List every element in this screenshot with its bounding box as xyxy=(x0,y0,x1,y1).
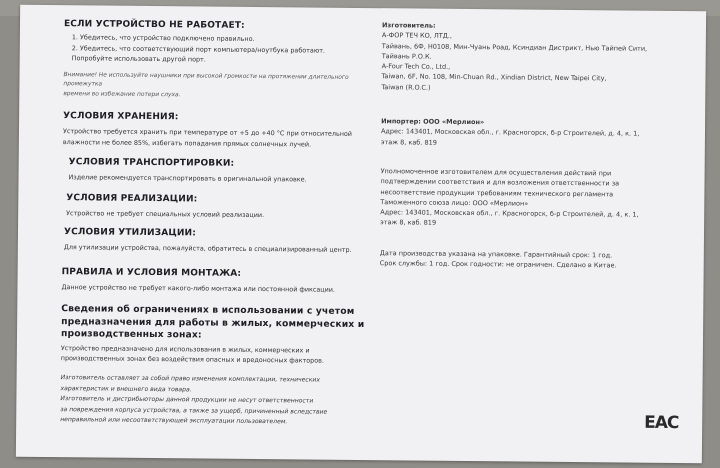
text-line: Тайвань Р.О.К. xyxy=(381,52,432,61)
text-line: Изделие рекомендуется транспортировать в оригинальной упаковке. xyxy=(68,173,307,184)
section-disclaimer xyxy=(60,373,327,428)
text-line: Дата производства указана на упаковке. Гарантийный срок: 1 год. xyxy=(379,249,613,260)
section-title: ЕСЛИ УСТРОЙСТВО НЕ РАБОТАЕТ: xyxy=(63,19,245,31)
section-title: УСЛОВИЯ ХРАНЕНИЯ: xyxy=(63,111,179,123)
text-line: Таможенного союза лицо: ООО «Мерлион» xyxy=(380,198,529,208)
authorized-rep-block xyxy=(380,166,639,230)
text-line: Срок службы: 1 год. Срок годности: не ограничен. Сделано в Китае. xyxy=(379,259,617,270)
text-line: несоответствие продукции требованиям технического регламента xyxy=(380,187,614,199)
section-not-working xyxy=(63,19,388,102)
eac-logo: EAC xyxy=(644,412,679,434)
section-title: УСЛОВИЯ УТИЛИЗАЦИИ: xyxy=(63,227,197,239)
section-title: производственных зонах: xyxy=(60,328,202,341)
text-line: 2. Убедитесь, что соответствующий порт компьютера/ноутбука работают. xyxy=(71,43,326,55)
text-line: влажности не более 85%, избегать попадания прямых солнечных лучей. xyxy=(62,137,312,149)
text-line: Изготовитель оставляет за собой право изменения комплектации, технических xyxy=(60,374,321,384)
section-storage xyxy=(63,111,352,150)
warning-note: времени во избежание потери слуха. xyxy=(63,90,181,98)
document-sheet xyxy=(16,5,706,464)
text-line: A-Four Tech Co., Ltd., xyxy=(381,62,451,72)
text-line: А-ФОР ТЕЧ КО, ЛТД., xyxy=(381,31,452,41)
section-mounting xyxy=(61,267,335,295)
importer-block xyxy=(381,116,640,149)
text-line: Устройство не требует специальных условий реализации. xyxy=(66,209,265,220)
right-column xyxy=(379,20,694,270)
importer-label: Импортер: ООО «Мерлион» xyxy=(381,117,485,127)
text-line: Данное устройство не требует какого-либо монтажа или постоянной фиксации. xyxy=(61,283,336,294)
section-disposal xyxy=(64,227,352,255)
text-line: Устройство требуется хранить при температуре от +5 до +40 °C при относительной xyxy=(62,127,353,138)
text-line: Taiwan, 6F, No. 108, Min-Chuan Rd., Xindian District, New Taipei City, xyxy=(381,72,607,83)
section-title: предназначения для работы в жилых, коммерческих и xyxy=(61,315,365,330)
section-title: УСЛОВИЯ ТРАНСПОРТИРОВКИ: xyxy=(68,157,235,169)
text-line: подтверждении соответствия и для возложения ответственности за xyxy=(380,177,620,188)
text-line: Изготовитель и дистрибьюторы данной продукции не несут ответственности xyxy=(60,395,314,405)
left-column xyxy=(60,15,388,426)
text-line: неправильной или несоответствующей эксплуатации пользователем. xyxy=(60,416,288,426)
manufacturer-block xyxy=(381,20,647,95)
text-line: производственных зонах без воздействия опасных и вредоносных факторов. xyxy=(60,354,324,365)
text-line: Адрес: 143401, Московская обл., г. Красногорск, б-р Строителей, д. 4, к. 1, xyxy=(380,127,640,138)
section-title: УСЛОВИЯ РЕАЛИЗАЦИИ: xyxy=(66,193,198,205)
text-line: этаж 8, каб. 819 xyxy=(380,218,437,228)
text-line: Устройство предназначено для использования в жилых, коммерческих и xyxy=(60,343,310,355)
text-line: Адрес: 143401, Московская обл., г. Красногорск, б-р Строителей, д. 4, к. 1, xyxy=(380,208,639,219)
warning-note: Внимание! Не используйте наушники при высокой громкости на протяжении длительного промежутка xyxy=(63,71,349,88)
text-line: Taiwan (R.O.C.) xyxy=(381,82,431,92)
section-title: Сведения об ограничениях в использовании с учетом xyxy=(61,303,355,317)
text-line: характеристик и внешнего вида товара. xyxy=(60,384,192,393)
text-line: этаж 8, каб. 819 xyxy=(380,137,437,147)
section-usage-restrictions xyxy=(61,303,365,366)
section-transport xyxy=(68,157,306,185)
section-sale xyxy=(66,193,264,220)
production-info-block xyxy=(380,248,617,271)
text-line: 1. Убедитесь, что устройство подключено правильно. xyxy=(71,33,255,43)
text-line: Для утилизации устройства, пожалуйста, обратитесь в специализированный центр. xyxy=(63,243,352,254)
text-line: Попробуйте использовать другой порт. xyxy=(71,54,206,64)
text-line: за повреждения корпуса устройства, а также за ущерб, причиненный вследствие xyxy=(60,405,328,416)
section-title: ПРАВИЛА И УСЛОВИЯ МОНТАЖА: xyxy=(61,267,242,279)
text-line: Уполномоченное изготовителем для осуществления действий при xyxy=(380,167,612,178)
text-line: Тайвань, 6Ф, Н0108, Мин-Чуань Роад, Ксиндиан Дистрикт, Нью Тайпей Сити, xyxy=(381,41,648,53)
manufacturer-label: Изготовитель: xyxy=(381,21,436,30)
